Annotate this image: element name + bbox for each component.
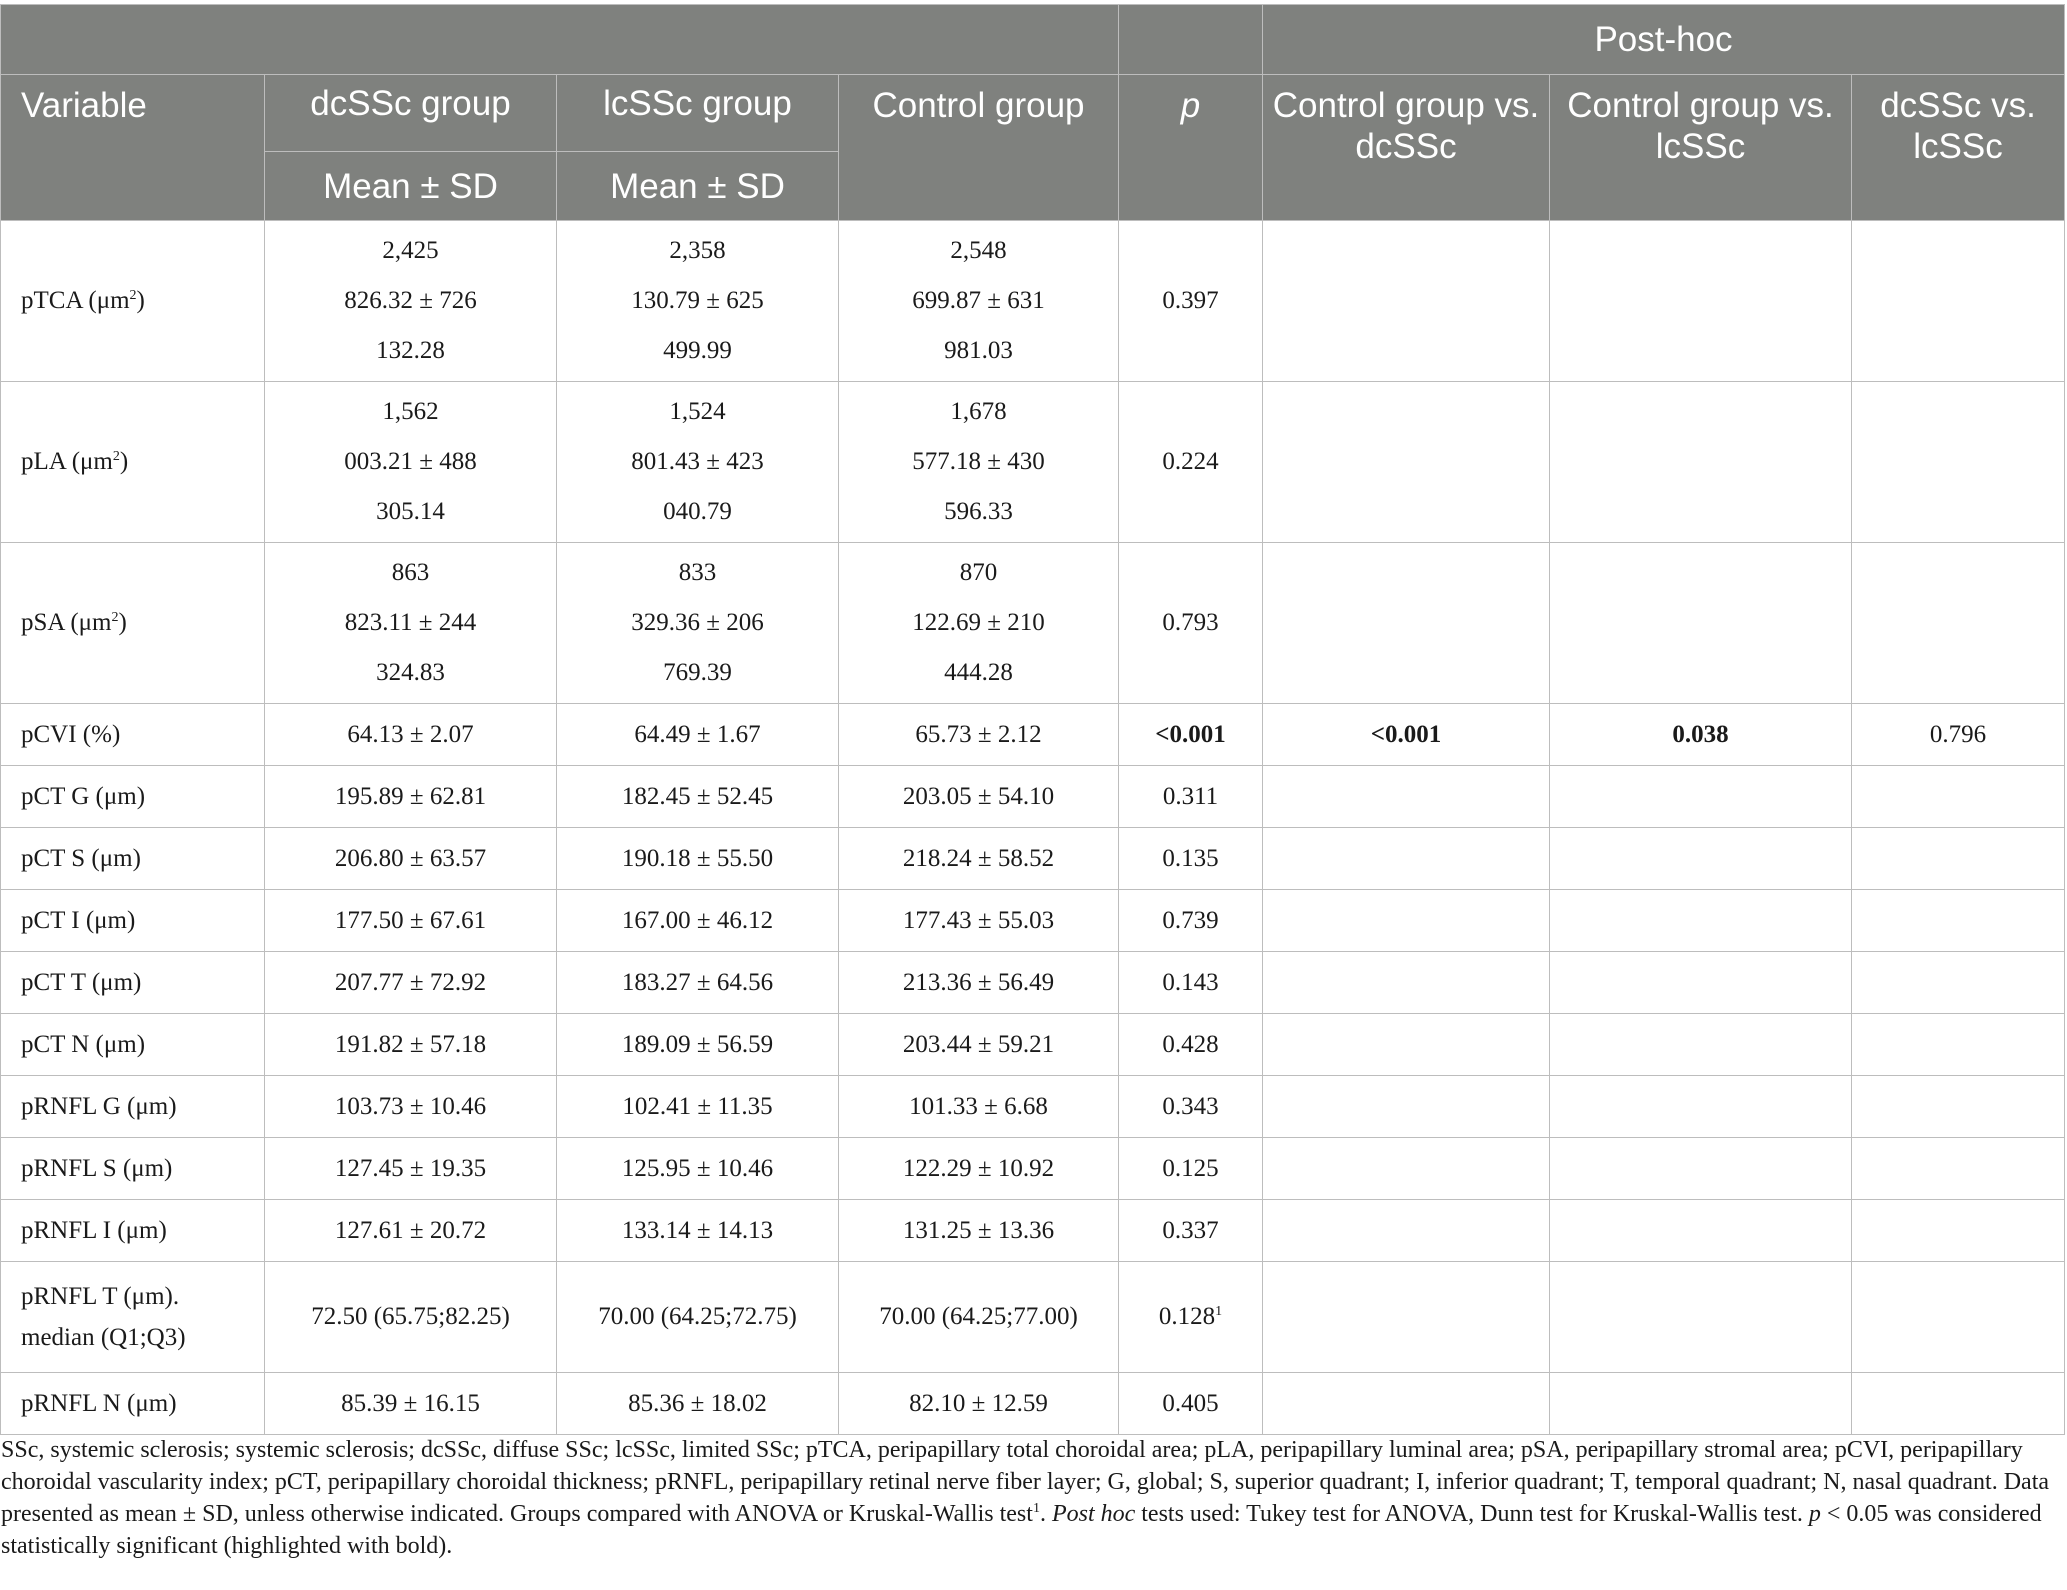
table-row [1,1076,2065,1138]
posthoc-control-lcssc-cell [1550,890,1852,952]
control-cell: 101.33 ± 6.68 [839,1076,1119,1138]
posthoc-control-lcssc-cell [1550,766,1852,828]
posthoc-control-dcssc-cell [1263,221,1550,382]
posthoc-control-dcssc-cell [1263,543,1550,704]
posthoc-dcssc-lcssc-cell [1852,1200,2065,1262]
posthoc-dcssc-lcssc-cell [1852,1138,2065,1200]
table-row [1,890,2065,952]
posthoc-control-dcssc-cell [1263,1014,1550,1076]
control-cell: 65.73 ± 2.12 [839,704,1119,766]
variable-cell: pRNFL T (μm). median (Q1;Q3) [1,1262,265,1373]
p-cell: 0.343 [1119,1076,1263,1138]
header-control-vs-dcssc: Control group vs. dcSSc [1263,75,1550,221]
posthoc-control-dcssc-cell [1263,1373,1550,1435]
posthoc-control-lcssc-cell [1550,1200,1852,1262]
control-cell: 122.29 ± 10.92 [839,1138,1119,1200]
lcssc-cell: 189.09 ± 56.59 [557,1014,839,1076]
dcssc-cell: 127.61 ± 20.72 [265,1200,557,1262]
lcssc-cell: 167.00 ± 46.12 [557,890,839,952]
posthoc-control-dcssc-cell [1263,766,1550,828]
posthoc-control-lcssc-cell: 0.038 [1550,704,1852,766]
p-cell: 0.135 [1119,828,1263,890]
table-row [1,1373,2065,1435]
p-cell: 0.405 [1119,1373,1263,1435]
lcssc-cell: 102.41 ± 11.35 [557,1076,839,1138]
posthoc-control-lcssc-cell [1550,828,1852,890]
header-dcssc-mean-sd: Mean ± SD [265,152,557,221]
header-variable: Variable [1,75,265,221]
header-lcssc-mean-sd: Mean ± SD [557,152,839,221]
p-cell: 0.397 [1119,221,1263,382]
table-row [1,382,2065,543]
posthoc-control-lcssc-cell [1550,952,1852,1014]
table-row [1,766,2065,828]
table-row [1,221,2065,382]
lcssc-cell: 190.18 ± 55.50 [557,828,839,890]
control-cell: 213.36 ± 56.49 [839,952,1119,1014]
header-dcssc-vs-lcssc: dcSSc vs. lcSSc [1852,75,2065,221]
dcssc-cell: 2,425 826.32 ± 726 132.28 [265,221,557,382]
posthoc-control-lcssc-cell [1550,1373,1852,1435]
lcssc-cell: 125.95 ± 10.46 [557,1138,839,1200]
variable-cell: pLA $(\mu m^2)$ [1,382,265,543]
dcssc-cell: 1,562 003.21 ± 488 305.14 [265,382,557,543]
dcssc-cell: 863 823.11 ± 244 324.83 [265,543,557,704]
p-cell: 0.311 [1119,766,1263,828]
dcssc-cell: 207.77 ± 72.92 [265,952,557,1014]
lcssc-cell: 182.45 ± 52.45 [557,766,839,828]
dcssc-cell: 72.50 (65.75;82.25) [265,1262,557,1373]
header-control-group: Control group [839,75,1119,221]
control-cell: 203.05 ± 54.10 [839,766,1119,828]
posthoc-dcssc-lcssc-cell [1852,382,2065,543]
p-cell: 0.125 [1119,1138,1263,1200]
p-cell: <0.001 [1119,704,1263,766]
table-row [1,1138,2065,1200]
table-row [1,543,2065,704]
posthoc-dcssc-lcssc-cell [1852,766,2065,828]
posthoc-dcssc-lcssc-cell [1852,828,2065,890]
dcssc-cell: 64.13 ± 2.07 [265,704,557,766]
p-cell: 0.739 [1119,890,1263,952]
posthoc-dcssc-lcssc-cell [1852,952,2065,1014]
table-footnote: SSc, systemic sclerosis; systemic sclerosis; dcSSc, diffuse SSc; lcSSc, limited SSc; pTCA, peripapillary total choroidal area; pLA, peripapillary luminal area; pSA, peripapillary stromal area; pCVI, peripapillary choroidal vascularity index; pCT, peripapillary choroidal thickness; pRNFL, peripapillary retinal nerve fiber layer; G, global; S, superior quadrant; I, inferior quadrant; T, temporal quadrant; N, nasal quadrant. Data presented as mean ± SD, unless otherwise indicated. Groups compared with ANOVA or Kruskal-Wallis test$^1$. Post hoc tests used: Tukey test for ANOVA, Dunn test for Kruskal-Wallis test. p < 0.05 was considered statistically significant (highlighted with bold). [1,1437,2050,1559]
posthoc-control-dcssc-cell [1263,1262,1550,1373]
table-body [1,221,2065,1435]
variable-cell: pCVI (%) [1,704,265,766]
variable-cell: pRNFL I (μm) [1,1200,265,1262]
lcssc-cell: 133.14 ± 14.13 [557,1200,839,1262]
posthoc-dcssc-lcssc-cell [1852,890,2065,952]
header-blank-p [1119,5,1263,75]
variable-cell: pRNFL N (μm) [1,1373,265,1435]
control-cell: 218.24 ± 58.52 [839,828,1119,890]
p-cell: 0.143 [1119,952,1263,1014]
dcssc-cell: 85.39 ± 16.15 [265,1373,557,1435]
posthoc-dcssc-lcssc-cell [1852,543,2065,704]
variable-cell: pSA $(\mu m^2)$ [1,543,265,704]
dcssc-cell: 206.80 ± 63.57 [265,828,557,890]
dcssc-cell: 103.73 ± 10.46 [265,1076,557,1138]
lcssc-cell: 2,358 130.79 ± 625 499.99 [557,221,839,382]
posthoc-dcssc-lcssc-cell [1852,1262,2065,1373]
posthoc-control-lcssc-cell [1550,382,1852,543]
posthoc-control-dcssc-cell [1263,1200,1550,1262]
variable-cell: pCT T (μm) [1,952,265,1014]
table-row [1,828,2065,890]
lcssc-cell: 183.27 ± 64.56 [557,952,839,1014]
variable-cell: pTCA $(\mu m^2)$ [1,221,265,382]
p-cell: 0.128$^1$ [1119,1262,1263,1373]
table-row [1,1262,2065,1373]
dcssc-cell: 191.82 ± 57.18 [265,1014,557,1076]
control-cell: 203.44 ± 59.21 [839,1014,1119,1076]
posthoc-dcssc-lcssc-cell [1852,1014,2065,1076]
dcssc-cell: 127.45 ± 19.35 [265,1138,557,1200]
p-cell: 0.793 [1119,543,1263,704]
table-row [1,1014,2065,1076]
posthoc-control-dcssc-cell [1263,828,1550,890]
control-cell: 177.43 ± 55.03 [839,890,1119,952]
table-row [1,704,2065,766]
results-table [0,4,2065,1435]
variable-cell: pCT I (μm) [1,890,265,952]
control-cell: 1,678 577.18 ± 430 596.33 [839,382,1119,543]
table-header [1,5,2065,221]
lcssc-cell: 85.36 ± 18.02 [557,1373,839,1435]
control-cell: 2,548 699.87 ± 631 981.03 [839,221,1119,382]
lcssc-cell: 64.49 ± 1.67 [557,704,839,766]
control-cell: 70.00 (64.25;77.00) [839,1262,1119,1373]
table-row [1,952,2065,1014]
lcssc-cell: 1,524 801.43 ± 423 040.79 [557,382,839,543]
posthoc-control-lcssc-cell [1550,1076,1852,1138]
posthoc-dcssc-lcssc-cell: 0.796 [1852,704,2065,766]
header-posthoc: Post-hoc [1263,5,2065,75]
posthoc-control-lcssc-cell [1550,1014,1852,1076]
control-cell: 131.25 ± 13.36 [839,1200,1119,1262]
variable-cell: pRNFL G (μm) [1,1076,265,1138]
posthoc-control-lcssc-cell [1550,1262,1852,1373]
posthoc-control-lcssc-cell [1550,221,1852,382]
p-cell: 0.428 [1119,1014,1263,1076]
header-dcssc-group: dcSSc group [265,75,557,152]
dcssc-cell: 195.89 ± 62.81 [265,766,557,828]
posthoc-control-dcssc-cell [1263,952,1550,1014]
posthoc-control-dcssc-cell [1263,1138,1550,1200]
dcssc-cell: 177.50 ± 67.61 [265,890,557,952]
posthoc-control-dcssc-cell [1263,382,1550,543]
p-cell: 0.337 [1119,1200,1263,1262]
variable-cell: pCT N (μm) [1,1014,265,1076]
header-p: p [1119,75,1263,221]
lcssc-cell: 70.00 (64.25;72.75) [557,1262,839,1373]
posthoc-control-lcssc-cell [1550,1138,1852,1200]
control-cell: 870 122.69 ± 210 444.28 [839,543,1119,704]
header-blank [1,5,1119,75]
variable-cell: pCT S (μm) [1,828,265,890]
header-control-vs-lcssc: Control group vs. lcSSc [1550,75,1852,221]
p-cell: 0.224 [1119,382,1263,543]
variable-cell: pCT G (μm) [1,766,265,828]
variable-cell: pRNFL S (μm) [1,1138,265,1200]
table-row [1,1200,2065,1262]
lcssc-cell: 833 329.36 ± 206 769.39 [557,543,839,704]
posthoc-dcssc-lcssc-cell [1852,1373,2065,1435]
posthoc-control-lcssc-cell [1550,543,1852,704]
header-lcssc-group: lcSSc group [557,75,839,152]
control-cell: 82.10 ± 12.59 [839,1373,1119,1435]
posthoc-control-dcssc-cell: <0.001 [1263,704,1550,766]
posthoc-control-dcssc-cell [1263,890,1550,952]
posthoc-control-dcssc-cell [1263,1076,1550,1138]
posthoc-dcssc-lcssc-cell [1852,221,2065,382]
posthoc-dcssc-lcssc-cell [1852,1076,2065,1138]
